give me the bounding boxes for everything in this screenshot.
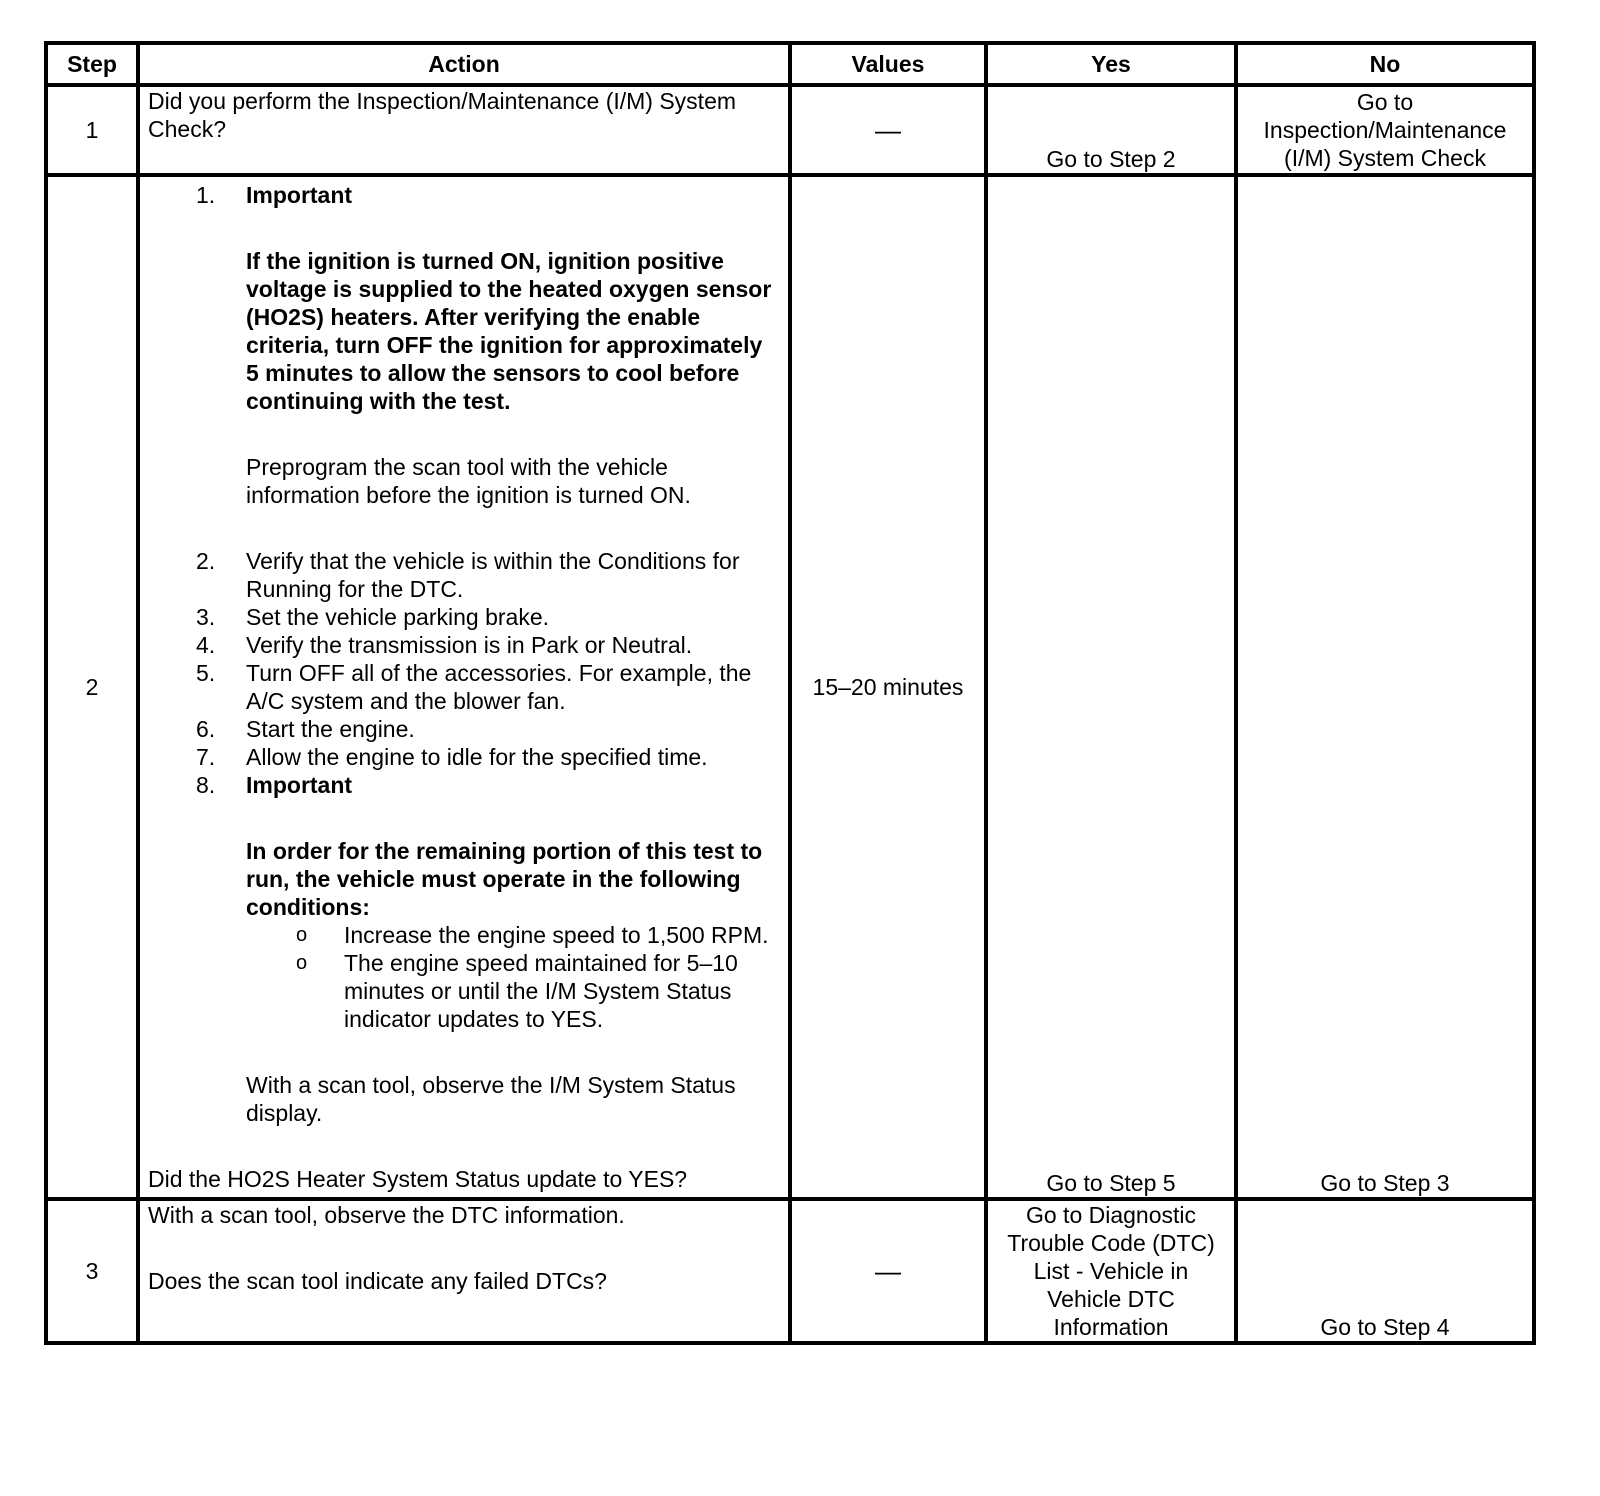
condition-item bbox=[246, 949, 780, 1033]
header-yes: Yes bbox=[986, 43, 1236, 85]
step-number: 1 bbox=[46, 85, 138, 175]
values-cell: 15–20 minutes bbox=[790, 175, 986, 1199]
item-number: 7. bbox=[196, 744, 216, 770]
question-text: Did the HO2S Heater System Status update to YES? bbox=[148, 1166, 688, 1192]
item-number: 5. bbox=[196, 660, 216, 686]
table-row bbox=[46, 1199, 1534, 1343]
header-values: Values bbox=[790, 43, 986, 85]
no-link-line: (I/M) System Check bbox=[1284, 145, 1486, 171]
important-note: If the ignition is turned ON, ignition positive voltage is supplied to the heated oxygen sensor (HO2S) heaters. After verifying the enable criteria, turn OFF the ignition for approximately 5 minutes to allow the sensors to cool before continuing with the test. bbox=[246, 248, 772, 414]
action-cell: Did you perform the Inspection/Maintenance (I/M) System Check? bbox=[138, 85, 790, 175]
condition-text: Increase the engine speed to 1,500 RPM. bbox=[344, 922, 769, 948]
item-number: 8. bbox=[196, 772, 216, 798]
list-item bbox=[148, 743, 780, 771]
item-text: Allow the engine to idle for the specified time. bbox=[246, 744, 708, 770]
action-text: With a scan tool, observe the DTC information. bbox=[148, 1202, 625, 1228]
item-number: 3. bbox=[196, 604, 216, 630]
important-heading: Important bbox=[246, 772, 353, 798]
list-item bbox=[148, 181, 780, 509]
yes-link[interactable]: Go to Diagnostic Trouble Code (DTC) List - Vehicle in Vehicle DTC Information bbox=[986, 1199, 1236, 1343]
list-item bbox=[148, 771, 780, 1127]
item-text: Verify that the vehicle is within the Conditions for Running for the DTC. bbox=[246, 548, 740, 602]
yes-link[interactable]: Go to Step 2 bbox=[986, 85, 1236, 175]
condition-list bbox=[246, 921, 780, 1033]
no-link[interactable]: Go to Step 4 bbox=[1236, 1199, 1534, 1343]
list-item bbox=[148, 603, 780, 631]
header-row bbox=[46, 43, 1534, 85]
item-number: 2. bbox=[196, 548, 216, 574]
item-number: 4. bbox=[196, 632, 216, 658]
important-note: In order for the remaining portion of this test to run, the vehicle must operate in the following conditions: bbox=[246, 838, 763, 920]
bullet-icon: o bbox=[296, 952, 308, 974]
values-cell: — bbox=[790, 85, 986, 175]
action-cell bbox=[138, 1199, 790, 1343]
header-no: No bbox=[1236, 43, 1534, 85]
list-item bbox=[148, 715, 780, 743]
item-number: 1. bbox=[196, 182, 216, 208]
item-text: Turn OFF all of the accessories. For example, the A/C system and the blower fan. bbox=[246, 660, 752, 714]
values-cell: — bbox=[790, 1199, 986, 1343]
step-number: 2 bbox=[46, 175, 138, 1199]
item-text: Set the vehicle parking brake. bbox=[246, 604, 550, 630]
no-link[interactable]: Go to Step 3 bbox=[1236, 175, 1534, 1199]
list-item bbox=[148, 659, 780, 715]
no-link-line: Inspection/Maintenance bbox=[1263, 117, 1507, 143]
step-number: 3 bbox=[46, 1199, 138, 1343]
table-row bbox=[46, 85, 1534, 175]
item-text: Verify the transmission is in Park or Neutral. bbox=[246, 632, 693, 658]
list-item bbox=[148, 631, 780, 659]
item-number: 6. bbox=[196, 716, 216, 742]
condition-item bbox=[246, 921, 780, 949]
table-row bbox=[46, 175, 1534, 1199]
no-link-line: Go to bbox=[1356, 89, 1414, 115]
note-text: With a scan tool, observe the I/M System Status display. bbox=[246, 1072, 736, 1126]
question-text: Does the scan tool indicate any failed DTCs? bbox=[148, 1268, 607, 1294]
diagnostic-table bbox=[44, 41, 1536, 1345]
header-step: Step bbox=[46, 43, 138, 85]
action-cell bbox=[138, 175, 790, 1199]
bullet-icon: o bbox=[296, 924, 308, 946]
no-link[interactable] bbox=[1236, 85, 1534, 175]
important-heading: Important bbox=[246, 182, 353, 208]
header-action: Action bbox=[138, 43, 790, 85]
yes-link[interactable]: Go to Step 5 bbox=[986, 175, 1236, 1199]
list-item bbox=[148, 547, 780, 603]
item-text: Start the engine. bbox=[246, 716, 415, 742]
condition-text: The engine speed maintained for 5–10 minutes or until the I/M System Status indicator updates to YES. bbox=[344, 950, 738, 1032]
procedure-list bbox=[148, 181, 780, 1127]
note-text: Preprogram the scan tool with the vehicle information before the ignition is turned ON. bbox=[246, 454, 691, 508]
